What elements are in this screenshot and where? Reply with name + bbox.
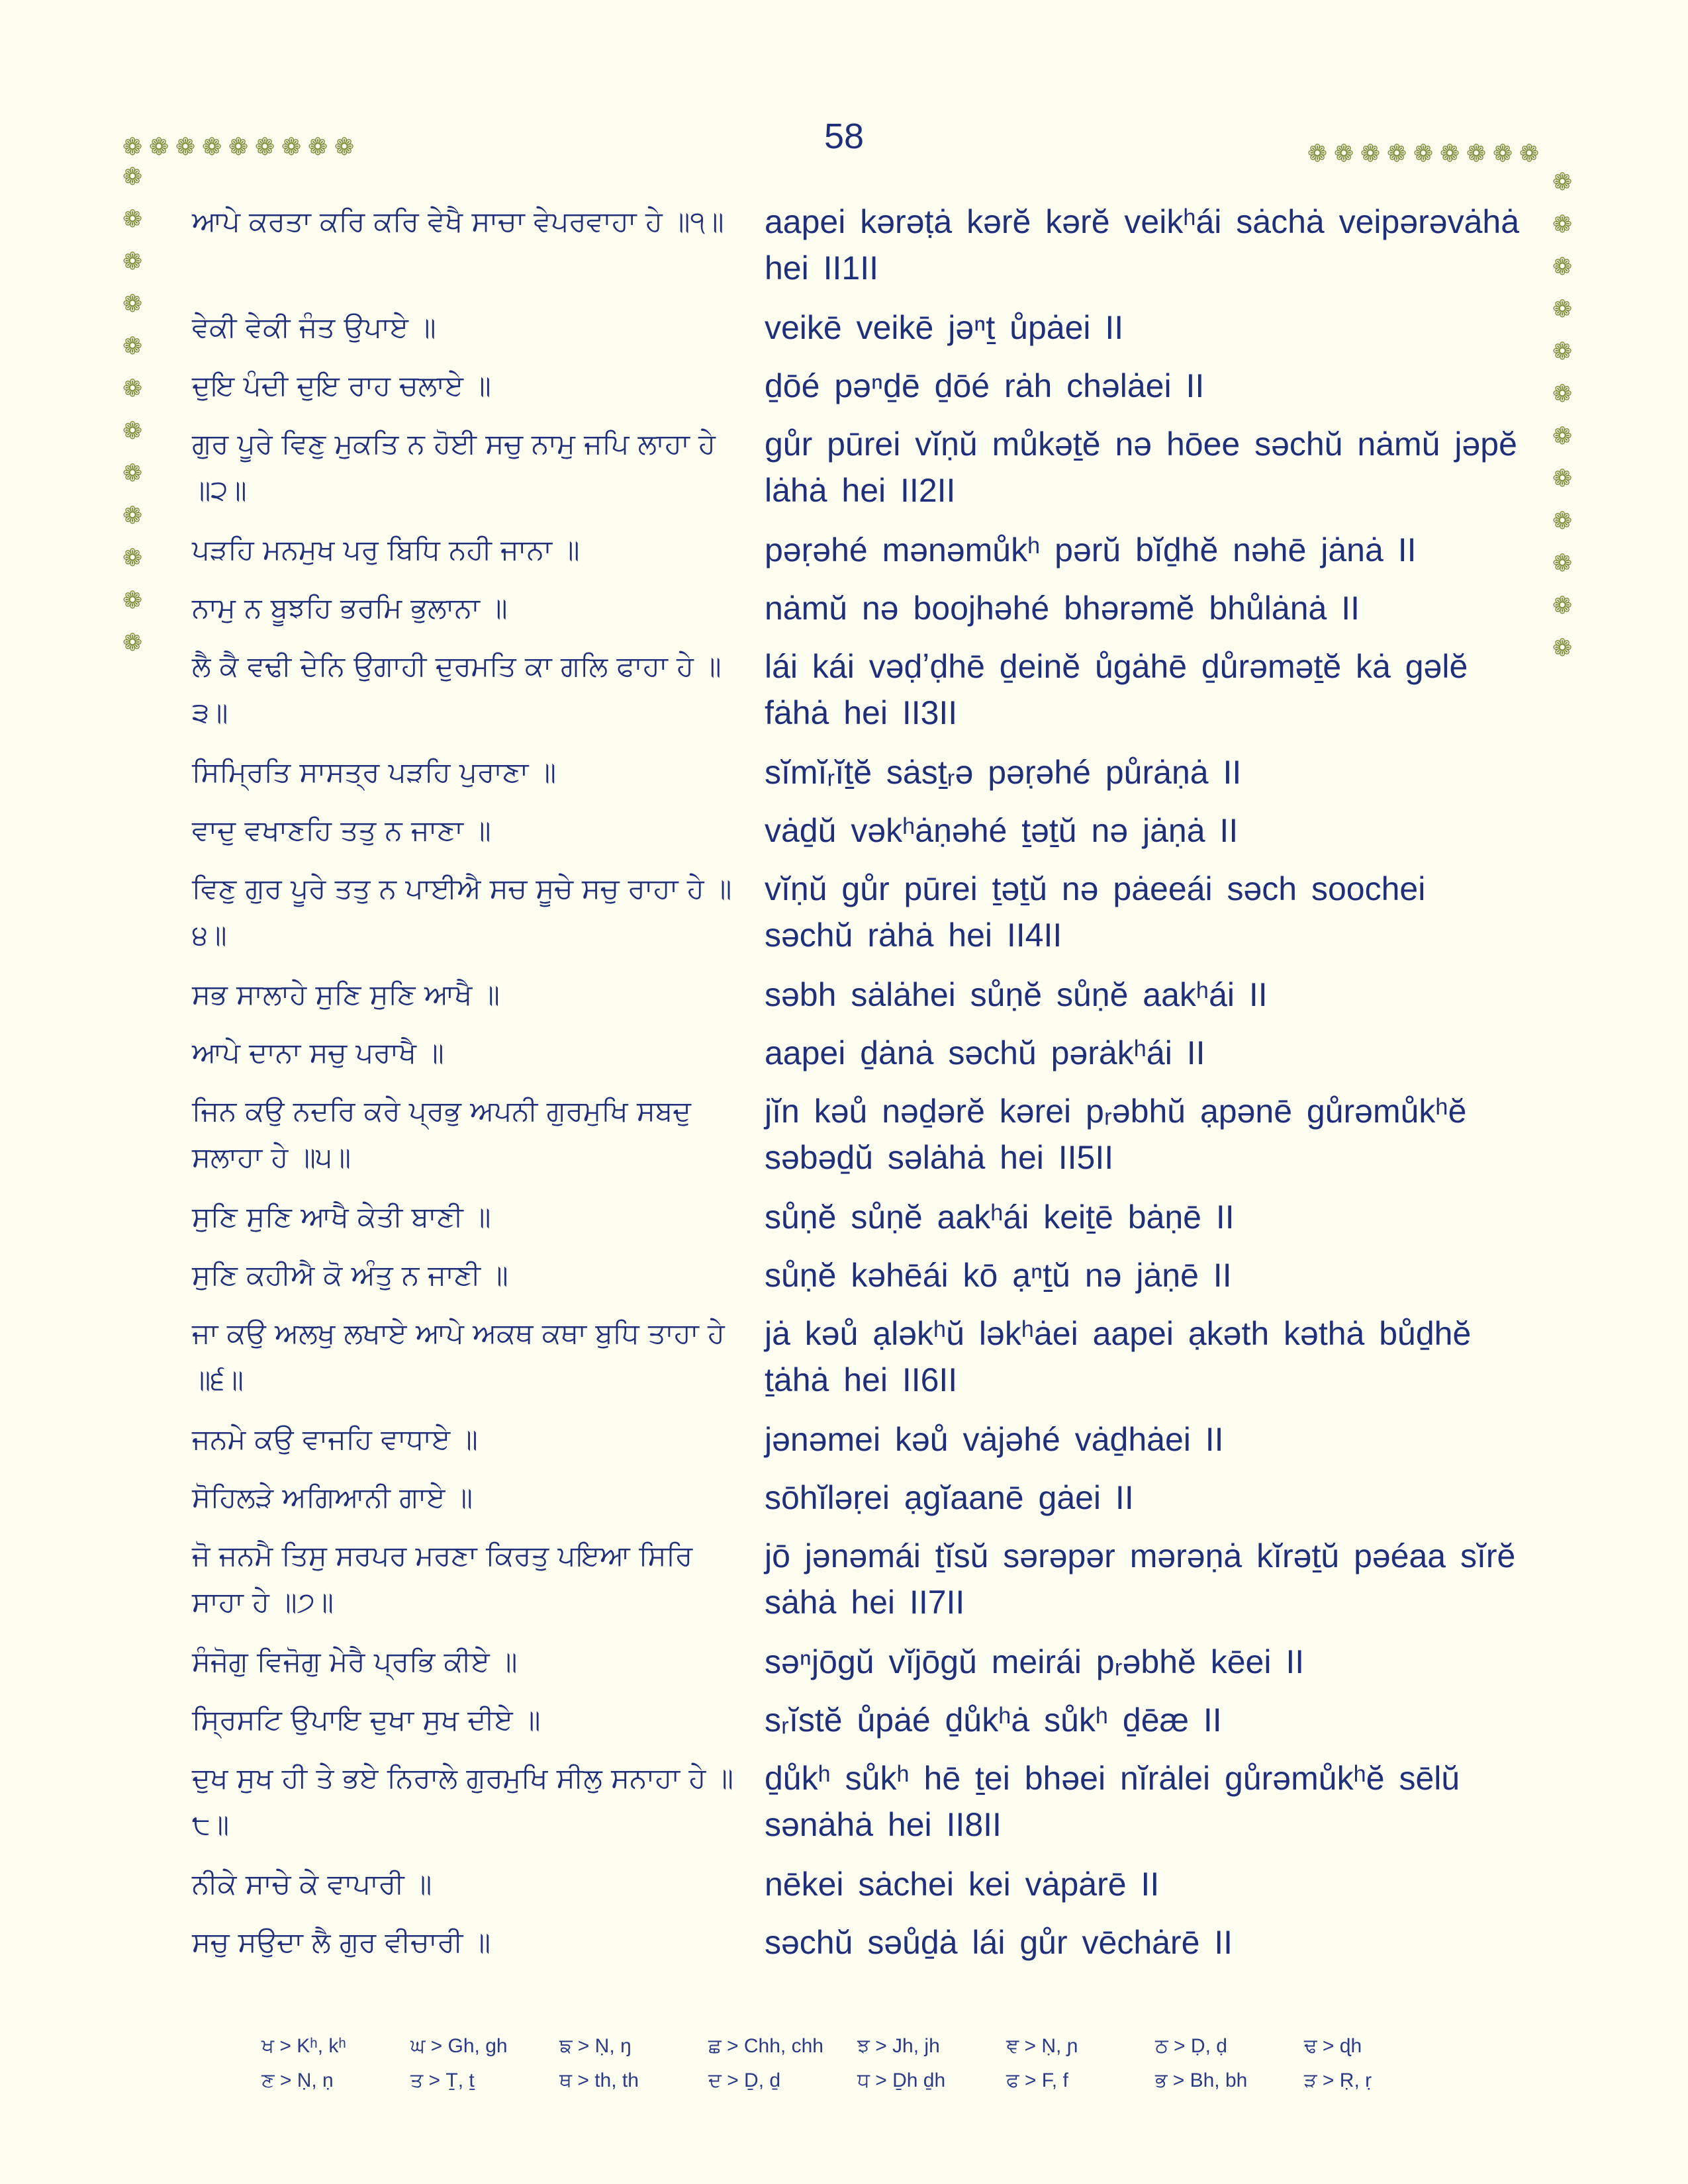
verse-row <box>0 1755 1688 1861</box>
flower-ornament-icon: ❁ <box>122 460 143 487</box>
verse-row <box>0 199 1688 304</box>
flower-ornament-icon: ❁ <box>1519 140 1540 167</box>
verse-row <box>0 972 1688 1030</box>
flower-ornament-icon: ❁ <box>1493 140 1513 167</box>
legend-item: ੜ > Ṛ, ṛ <box>1304 2070 1372 2091</box>
legend-item: ਭ > Bh, bh <box>1155 2070 1248 2091</box>
legend-item: ਥ > th, th <box>559 2070 639 2091</box>
verse-row <box>0 418 1688 527</box>
legend-item: ਤ > Ṯ, ṯ <box>410 2070 475 2091</box>
gurmukhi-text: ਵਾਦੁ ਵਖਾਣਹਿ ਤਤੁ ਨ ਜਾਣਾ ॥ <box>192 814 491 846</box>
legend-item: ਫ > F, f <box>1006 2070 1068 2091</box>
gurmukhi-text: ਜੋ ਜਨਮੈ ਤਿਸੁ ਸਰਪਰ ਮਰਣਾ ਕਿਰਤੁ ਪਇਆ ਸਿਰਿ ਸਾਹਾ ਹੇ ॥੭॥ <box>192 1539 693 1618</box>
flower-ornament-icon: ❁ <box>1334 140 1354 167</box>
gurmukhi-text: ਆਪੇ ਕਰਤਾ ਕਰਿ ਕਰਿ ਵੇਖੈ ਸਾਚਾ ਵੇਪਰਵਾਹਾ ਹੇ ॥੧॥ <box>192 205 724 238</box>
verse-row <box>0 1252 1688 1310</box>
verse-row <box>0 304 1688 363</box>
gurmukhi-text: ਵੇਕੀ ਵੇਕੀ ਜੰਤ ਉਪਾਏ ॥ <box>192 311 436 343</box>
flower-ornament-icon: ❁ <box>122 418 143 445</box>
gurmukhi-text: ਜਾ ਕਉ ਅਲਖੁ ਲਖਾਏ ਆਪੇ ਅਕਥ ਕਥਾ ਬੁਧਿ ਤਾਹਾ ਹੇ ॥੬॥ <box>192 1317 725 1396</box>
verse-row <box>0 1861 1688 1919</box>
flower-ornament-icon: ❁ <box>1552 253 1573 281</box>
flower-ornament-icon: ❁ <box>1552 635 1573 662</box>
transliteration-text: sĭmĭᵣĭṯĕ sȧsṯᵣə pəṛəhé půrȧṇȧ II <box>765 754 1242 791</box>
flower-ornament-icon: ❁ <box>334 134 355 161</box>
verse-row <box>0 866 1688 972</box>
transliteration-text: veikē veikē jəⁿṯ ůpȧei II <box>765 309 1124 346</box>
flower-ornament-icon: ❁ <box>122 545 143 572</box>
verse-row <box>0 749 1688 807</box>
gurmukhi-text: ਪੜਹਿ ਮਨਮੁਖ ਪਰੁ ਬਿਧਿ ਨਹੀ ਜਾਨਾ ॥ <box>192 533 580 566</box>
flower-ornament-icon: ❁ <box>175 134 196 161</box>
legend-row <box>261 2035 1453 2070</box>
verse-row <box>0 363 1688 421</box>
legend-item: ਧ > Ḏh ḏh <box>857 2070 946 2091</box>
verse-row <box>0 1088 1688 1194</box>
verse-row <box>0 1533 1688 1639</box>
gurmukhi-text: ਸਭ ਸਾਲਾਹੇ ਸੁਣਿ ਸੁਣਿ ਆਖੈ ॥ <box>192 978 500 1011</box>
flower-ornament-icon: ❁ <box>122 291 143 318</box>
verse-row <box>0 643 1688 749</box>
transliteration-text: aapei kərəṭȧ kərĕ kərĕ veikʰái sȧchȧ veipərəvȧhȧ hei II1II <box>765 203 1520 287</box>
flower-ornament-icon: ❁ <box>1552 211 1573 238</box>
verse-row <box>0 807 1688 866</box>
transliteration-text: vȧḏŭ vəkʰȧṇəhé ṯəṯŭ nə jȧṇȧ II <box>765 812 1239 849</box>
legend-item: ਣ > Ṇ, ṇ <box>261 2070 334 2091</box>
flower-ornament-icon: ❁ <box>1307 140 1328 167</box>
transliteration-text: jō jənəmái ṯĭsŭ sərəpər mərəṇȧ kĭrəṯŭ pəéaa sĭrĕ sȧhȧ hei II7II <box>765 1537 1516 1621</box>
flower-ornament-icon: ❁ <box>149 134 169 161</box>
flower-ornament-icon: ❁ <box>1552 592 1573 619</box>
transliteration-text: vĭṇŭ gůr pūrei ṯəṯŭ nə pȧeeái səch soochei səchŭ rȧhȧ hei II4II <box>765 870 1426 954</box>
legend-item: ਛ > Chh, chh <box>708 2035 823 2057</box>
gurmukhi-text: ਆਪੇ ਦਾਨਾ ਸਚੁ ਪਰਾਖੈ ॥ <box>192 1036 444 1069</box>
gurmukhi-text: ਦੁਖ ਸੁਖ ਹੀ ਤੇ ਭਏ ਨਿਰਾਲੇ ਗੁਰਮੁਖਿ ਸੀਲੁ ਸਨਾਹਾ ਹੇ ॥੮॥ <box>192 1762 733 1841</box>
gurmukhi-text: ਵਿਣੁ ਗੁਰ ਪੂਰੇ ਤਤੁ ਨ ਪਾਈਐ ਸਚ ਸੂਚੇ ਸਚੁ ਰਾਹਾ ਹੇ ॥੪॥ <box>192 872 732 951</box>
transliteration-text: ḏůkʰ sůkʰ hē ṯei bhəei nĭrȧlei gůrəmůkʰĕ sēlŭ sənȧhȧ hei II8II <box>765 1760 1460 1843</box>
legend-row <box>261 2070 1453 2104</box>
verse-row <box>0 1030 1688 1088</box>
transliteration-text: sᵣĭstĕ ůpȧé ḏůkʰȧ sůkʰ ḏēæ II <box>765 1702 1222 1739</box>
page-number: 58 <box>823 116 865 156</box>
transliteration-text: jənəmei kəů vȧjəhé vȧḏhȧei II <box>765 1421 1224 1458</box>
flower-ornament-icon: ❁ <box>1552 423 1573 450</box>
flower-ornament-icon: ❁ <box>122 134 143 161</box>
gurmukhi-text: ਸੁਣਿ ਸੁਣਿ ਆਖੈ ਕੇਤੀ ਬਾਣੀ ॥ <box>192 1201 491 1233</box>
legend-item: ਖ > Kʰ, kʰ <box>261 2035 346 2057</box>
verse-row <box>0 1310 1688 1416</box>
flower-ornament-icon: ❁ <box>122 333 143 360</box>
gurmukhi-text: ਸਚੁ ਸਉਦਾ ਲੈ ਗੁਰ ਵੀਚਾਰੀ ॥ <box>192 1926 491 1958</box>
transliteration-key <box>261 2035 1453 2104</box>
flower-ornament-icon: ❁ <box>1552 550 1573 577</box>
transliteration-text: pəṛəhé mənəmůkʰ pərŭ bĭḏhĕ nəhē jȧnȧ II <box>765 531 1417 569</box>
transliteration-text: səⁿjōgŭ vĭjōgŭ meirái pᵣəbhĕ kēei II <box>765 1643 1305 1680</box>
flower-ornament-icon: ❁ <box>255 134 275 161</box>
flower-ornament-icon: ❁ <box>1552 169 1573 196</box>
flower-ornament-icon: ❁ <box>228 134 249 161</box>
flower-ornament-icon: ❁ <box>122 375 143 402</box>
verse-row <box>0 1919 1688 1978</box>
flower-ornament-icon: ❁ <box>1466 140 1487 167</box>
gurmukhi-text: ਲੈ ਕੈ ਵਢੀ ਦੇਨਿ ਉਗਾਹੀ ਦੁਰਮਤਿ ਕਾ ਗਲਿ ਫਾਹਾ ਹੇ ॥੩॥ <box>192 650 722 729</box>
gurmukhi-text: ਸੁਣਿ ਕਹੀਐ ਕੋ ਅੰਤੁ ਨ ਜਾਣੀ ॥ <box>192 1259 508 1291</box>
verse-row <box>0 1194 1688 1252</box>
flower-ornament-icon: ❁ <box>122 163 143 191</box>
gurmukhi-text: ਜਿਨ ਕਉ ਨਦਰਿ ਕਰੇ ਪ੍ਰਭੁ ਅਪਨੀ ਗੁਰਮੁਖਿ ਸਬਦੁ ਸਲਾਹਾ ਹੇ ॥੫॥ <box>192 1095 691 1173</box>
flower-ornament-icon: ❁ <box>1552 381 1573 408</box>
transliteration-text: jĭn kəů nəḏərĕ kərei pᵣəbhŭ ạpənē gůrəmůkʰĕ səbəḏŭ səlȧhȧ hei II5II <box>765 1093 1467 1176</box>
flower-ornament-icon: ❁ <box>202 134 222 161</box>
gurmukhi-text: ਸ੍ਰਿਸਟਿ ਉਪਾਇ ਦੁਖਾ ਸੁਖ ਦੀਏ ॥ <box>192 1704 541 1736</box>
legend-item: ਠ > Ḍ, ḍ <box>1155 2035 1227 2057</box>
flower-ornament-icon: ❁ <box>122 502 143 529</box>
flower-ornament-icon: ❁ <box>122 629 143 657</box>
transliteration-text: sůṇĕ kəhēái kō ạⁿṯŭ nə jȧṇē II <box>765 1257 1232 1294</box>
gurmukhi-text: ਸਿਮ੍ਰਿਤਿ ਸਾਸਤ੍ਰ ਪੜਹਿ ਪੁਰਾਣਾ ॥ <box>192 756 557 788</box>
verse-row <box>0 1639 1688 1697</box>
gurmukhi-text: ਸੋਹਿਲੜੇ ਅਗਿਆਨੀ ਗਾਏ ॥ <box>192 1481 473 1514</box>
transliteration-text: aapei ḏȧnȧ səchŭ pərȧkʰái II <box>765 1034 1205 1071</box>
flower-ornament-icon: ❁ <box>1387 140 1407 167</box>
gurmukhi-text: ਗੁਰ ਪੂਰੇ ਵਿਣੁ ਮੁਕਤਿ ਨ ਹੋਈ ਸਚੁ ਨਾਮੁ ਜਪਿ ਲਾਹਾ ਹੇ ॥੨॥ <box>192 428 716 506</box>
gurmukhi-text: ਨਾਮੁ ਨ ਬੂਝਹਿ ਭਰਮਿ ਭੁਲਾਨਾ ॥ <box>192 592 508 624</box>
flower-ornament-icon: ❁ <box>281 134 302 161</box>
transliteration-text: gůr pūrei vĭṇŭ můkəṯĕ nə hōee səchŭ nȧmŭ jəpĕ lȧhȧ hei II2II <box>765 426 1517 509</box>
legend-item: ਦ > Ḏ, ḏ <box>708 2070 781 2091</box>
flower-ornament-icon: ❁ <box>1552 338 1573 365</box>
flower-ornament-icon: ❁ <box>1552 296 1573 323</box>
flower-ornament-icon: ❁ <box>1552 508 1573 535</box>
transliteration-text: nȧmŭ nə boojhəhé bhərəmĕ bhůlȧnȧ II <box>765 590 1360 627</box>
legend-item: ਙ > Ṇ, ŋ <box>559 2035 632 2057</box>
transliteration-text: ḏōé pəⁿḏē ḏōé rȧh chəlȧei II <box>765 367 1205 404</box>
transliteration-text: sōhĭləṛei ạgĭaanē gȧei II <box>765 1479 1134 1516</box>
flower-ornament-icon: ❁ <box>308 134 328 161</box>
verse-row <box>0 585 1688 643</box>
verse-row <box>0 527 1688 585</box>
verse-row <box>0 1475 1688 1533</box>
legend-item: ਞ > Ṇ, ɲ <box>1006 2035 1078 2057</box>
flower-ornament-icon: ❁ <box>122 248 143 275</box>
transliteration-text: nēkei sȧchei kei vȧpȧrē II <box>765 1866 1160 1903</box>
legend-item: ਘ > Gh, gh <box>410 2035 508 2057</box>
legend-item: ਢ > ɖh <box>1304 2035 1362 2057</box>
flower-ornament-icon: ❁ <box>1552 465 1573 492</box>
flower-ornament-icon: ❁ <box>1413 140 1434 167</box>
gurmukhi-text: ਜਨਮੇ ਕਉ ਵਾਜਹਿ ਵਾਧਾਏ ॥ <box>192 1423 478 1455</box>
gurmukhi-text: ਦੁਇ ਪੰਦੀ ਦੁਇ ਰਾਹ ਚਲਾਏ ॥ <box>192 369 491 402</box>
flower-ornament-icon: ❁ <box>1440 140 1460 167</box>
transliteration-text: sůṇĕ sůṇĕ aakʰái keiṯē bȧṇē II <box>765 1199 1235 1236</box>
flower-ornament-icon: ❁ <box>122 587 143 614</box>
gurmukhi-text: ਨੀਕੇ ਸਾਚੇ ਕੇ ਵਾਪਾਰੀ ॥ <box>192 1868 432 1900</box>
transliteration-text: lái kái vəḍʼḍhē ḏeinĕ ůgȧhē ḏůrəməṯĕ kȧ gəlĕ fȧhȧ hei II3II <box>765 648 1468 731</box>
transliteration-text: səbh sȧlȧhei sůṇĕ sůṇĕ aakʰái II <box>765 976 1268 1013</box>
gurmukhi-text: ਸੰਜੋਗੁ ਵਿਜੋਗੁ ਮੇਰੈ ਪ੍ਰਭਿ ਕੀਏ ॥ <box>192 1645 518 1678</box>
transliteration-text: jȧ kəů ạləkʰŭ ləkʰȧei aapei ạkəth kəthȧ bůḏhĕ ṯȧhȧ hei II6II <box>765 1315 1472 1398</box>
legend-item: ਝ > Jh, jh <box>857 2035 940 2057</box>
flower-ornament-icon: ❁ <box>122 206 143 233</box>
flower-ornament-icon: ❁ <box>1360 140 1381 167</box>
transliteration-text: səchŭ səůḏȧ lái gůr vēchȧrē II <box>765 1924 1233 1961</box>
verse-row <box>0 1697 1688 1755</box>
verse-row <box>0 1416 1688 1475</box>
